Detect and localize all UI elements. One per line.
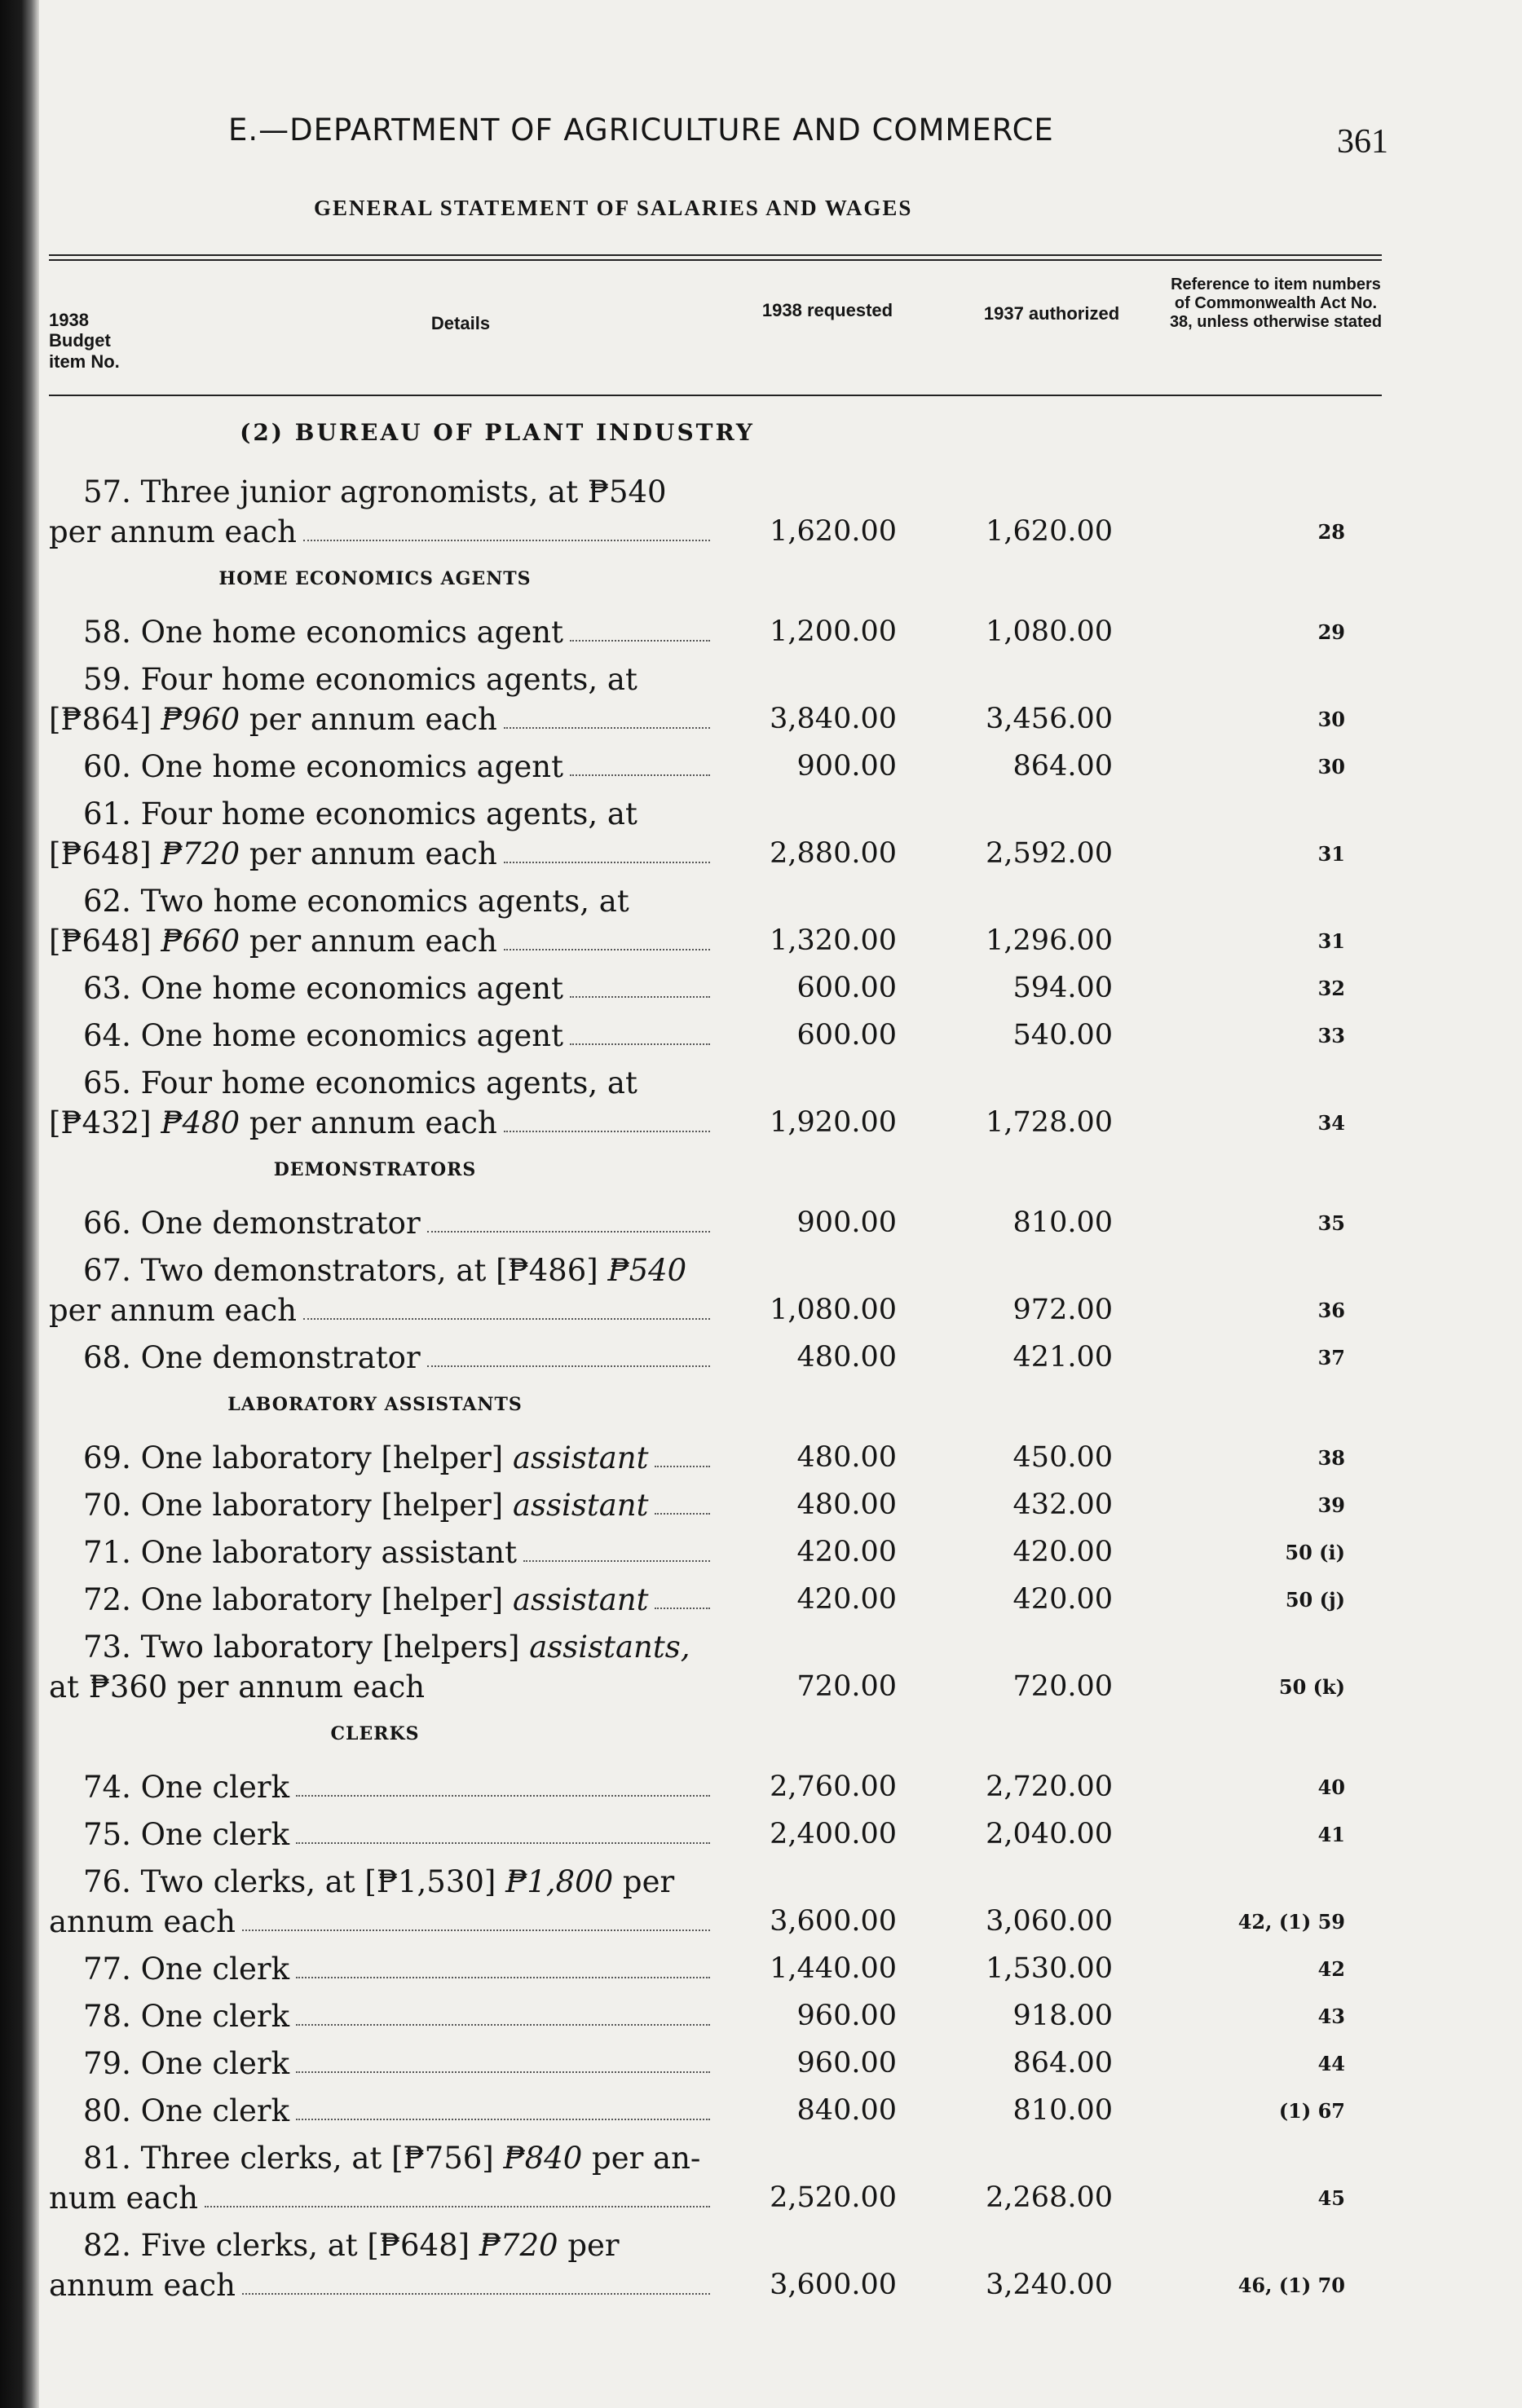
item-details: 62. Two home economics agents, at [₱648] ₱660 per annum each (49, 881, 713, 961)
reference-number: 41 (1317, 1823, 1345, 1846)
item-details: 67. Two demonstrators, at [₱486] ₱540 per annum each (49, 1250, 713, 1330)
item-details: 65. Four home economics agents, at [₱432] ₱480 per annum each (49, 1063, 713, 1143)
requested-amount: 900.00 (796, 1206, 897, 1239)
reference-number: 30 (1317, 708, 1345, 731)
authorized-amount: 720.00 (1012, 1670, 1113, 1703)
authorized-amount: 540.00 (1012, 1019, 1113, 1052)
requested-amount: 1,080.00 (770, 1294, 897, 1326)
authorized-amount: 3,240.00 (986, 2269, 1113, 2301)
item-details: 66. One demonstrator (49, 1203, 713, 1243)
reference-number: 42 (1317, 1957, 1345, 1981)
reference-number: 33 (1317, 1024, 1345, 1047)
table-row (49, 1338, 1386, 1378)
table-row (49, 1949, 1386, 1989)
table-row (49, 2225, 1386, 2305)
requested-amount: 840.00 (796, 2094, 897, 2127)
authorized-amount: 810.00 (1012, 1206, 1113, 1239)
item-details: 79. One clerk (49, 2044, 713, 2084)
header-rule-top-double (49, 259, 1382, 261)
reference-number: 31 (1317, 842, 1345, 866)
table-row (49, 1203, 1386, 1243)
section-demonstrators: DEMONSTRATORS (273, 1159, 477, 1180)
table-row (49, 1815, 1386, 1855)
table-row (49, 2044, 1386, 2084)
reference-number: 43 (1317, 2004, 1345, 2028)
table-row (49, 1996, 1386, 2036)
reference-number: 37 (1317, 1346, 1345, 1369)
reference-number: 50 (j) (1285, 1588, 1345, 1612)
section-clerks: CLERKS (330, 1723, 420, 1744)
requested-amount: 480.00 (796, 1441, 897, 1474)
requested-amount: 420.00 (796, 1583, 897, 1616)
column-header-item: 1938 Budget item No. (49, 310, 120, 372)
requested-amount: 600.00 (796, 1019, 897, 1052)
column-header-authorized: 1937 authorized (983, 303, 1120, 324)
requested-amount: 1,920.00 (770, 1106, 897, 1139)
section-laboratory-assistants: LABORATORY ASSISTANTS (227, 1394, 523, 1415)
reference-number: 28 (1317, 520, 1345, 544)
section-bureau: (2) BUREAU OF PLANT INDUSTRY (240, 419, 755, 446)
requested-amount: 2,880.00 (770, 837, 897, 870)
requested-amount: 2,400.00 (770, 1818, 897, 1850)
item-details: 72. One laboratory [helper] assistant (49, 1580, 713, 1620)
reference-number: 35 (1317, 1211, 1345, 1235)
authorized-amount: 1,728.00 (986, 1106, 1113, 1139)
reference-number: 34 (1317, 1111, 1345, 1135)
requested-amount: 2,760.00 (770, 1771, 897, 1803)
item-details: 64. One home economics agent (49, 1016, 713, 1056)
reference-number: 46, (1) 70 (1237, 2273, 1345, 2297)
authorized-amount: 1,530.00 (986, 1952, 1113, 1985)
table-row (49, 881, 1386, 961)
reference-number: 40 (1317, 1775, 1345, 1799)
authorized-amount: 1,296.00 (986, 924, 1113, 957)
table-row (49, 1250, 1386, 1330)
item-details: 82. Five clerks, at [₱648] ₱720 per annum each (49, 2225, 713, 2305)
authorized-amount: 918.00 (1012, 2000, 1113, 2032)
item-details: 59. Four home economics agents, at [₱864] ₱960 per annum each (49, 659, 713, 739)
item-details: 60. One home economics agent (49, 747, 713, 787)
table-row (49, 2091, 1386, 2131)
item-details: 58. One home economics agent (49, 612, 713, 652)
table-row (49, 1438, 1386, 1478)
authorized-amount: 3,060.00 (986, 1905, 1113, 1938)
reference-number: 44 (1317, 2052, 1345, 2075)
item-details: 74. One clerk (49, 1767, 713, 1807)
reference-number: 29 (1317, 620, 1345, 644)
authorized-amount: 2,720.00 (986, 1771, 1113, 1803)
authorized-amount: 864.00 (1012, 750, 1113, 783)
page-subtitle: GENERAL STATEMENT OF SALARIES AND WAGES (314, 196, 913, 220)
item-details: 61. Four home economics agents, at [₱648] ₱720 per annum each (49, 794, 713, 874)
table-row (49, 1063, 1386, 1143)
authorized-amount: 1,080.00 (986, 615, 1113, 648)
authorized-amount: 2,592.00 (986, 837, 1113, 870)
table-row (49, 2138, 1386, 2218)
reference-number: 50 (k) (1278, 1675, 1345, 1699)
item-details: 77. One clerk (49, 1949, 713, 1989)
authorized-amount: 2,040.00 (986, 1818, 1113, 1850)
authorized-amount: 432.00 (1012, 1488, 1113, 1521)
requested-amount: 960.00 (796, 2047, 897, 2079)
item-details: 68. One demonstrator (49, 1338, 713, 1378)
table-row (49, 1627, 1386, 1707)
table-row (49, 472, 1386, 552)
requested-amount: 3,600.00 (770, 2269, 897, 2301)
reference-number: 36 (1317, 1299, 1345, 1322)
item-details: 78. One clerk (49, 1996, 713, 2036)
page-title: E.—DEPARTMENT OF AGRICULTURE AND COMMERCE (228, 112, 1054, 148)
header-rule-top (49, 254, 1382, 256)
authorized-amount: 1,620.00 (986, 515, 1113, 548)
reference-number: 31 (1317, 929, 1345, 953)
reference-number: 30 (1317, 755, 1345, 778)
item-details: 69. One laboratory [helper] assistant (49, 1438, 713, 1478)
reference-number: 42, (1) 59 (1237, 1910, 1345, 1934)
requested-amount: 480.00 (796, 1488, 897, 1521)
item-details: 75. One clerk (49, 1815, 713, 1855)
table-row (49, 1016, 1386, 1056)
item-details: 70. One laboratory [helper] assistant (49, 1485, 713, 1525)
requested-amount: 600.00 (796, 972, 897, 1004)
table-row (49, 1485, 1386, 1525)
column-header-details: Details (430, 313, 491, 333)
reference-number: 38 (1317, 1446, 1345, 1470)
item-details: 76. Two clerks, at [₱1,530] ₱1,800 per annum each (49, 1862, 713, 1942)
reference-number: 50 (i) (1285, 1541, 1345, 1564)
table-row (49, 1862, 1386, 1942)
page (49, 0, 1508, 2408)
item-details: 73. Two laboratory [helpers] assistants, at ₱360 per annum each (49, 1630, 690, 1705)
reference-number: (1) 67 (1278, 2099, 1345, 2123)
table-row (49, 794, 1386, 874)
reference-number: 39 (1317, 1493, 1345, 1517)
requested-amount: 1,440.00 (770, 1952, 897, 1985)
requested-amount: 1,320.00 (770, 924, 897, 957)
header-rule-bottom (49, 395, 1382, 396)
requested-amount: 720.00 (796, 1670, 897, 1703)
reference-number: 45 (1317, 2186, 1345, 2210)
requested-amount: 960.00 (796, 2000, 897, 2032)
authorized-amount: 420.00 (1012, 1583, 1113, 1616)
section-home-economics: HOME ECONOMICS AGENTS (218, 568, 532, 589)
reference-number: 32 (1317, 977, 1345, 1000)
item-details: 63. One home economics agent (49, 968, 713, 1008)
requested-amount: 1,200.00 (770, 615, 897, 648)
requested-amount: 480.00 (796, 1341, 897, 1374)
table-row (49, 612, 1386, 652)
authorized-amount: 864.00 (1012, 2047, 1113, 2079)
salary-table (49, 401, 1386, 2313)
page-number: 361 (1337, 123, 1388, 161)
table-row (49, 1767, 1386, 1807)
item-details: 81. Three clerks, at [₱756] ₱840 per an- num each (49, 2138, 713, 2218)
authorized-amount: 420.00 (1012, 1536, 1113, 1568)
authorized-amount: 2,268.00 (986, 2181, 1113, 2214)
table-row (49, 968, 1386, 1008)
table-row (49, 659, 1386, 739)
requested-amount: 420.00 (796, 1536, 897, 1568)
requested-amount: 3,840.00 (770, 703, 897, 735)
authorized-amount: 972.00 (1012, 1294, 1113, 1326)
column-header-reference: Reference to item numbers of Commonwealth Act No. 38, unless otherwise stated (1169, 276, 1383, 331)
authorized-amount: 421.00 (1012, 1341, 1113, 1374)
authorized-amount: 594.00 (1012, 972, 1113, 1004)
requested-amount: 900.00 (796, 750, 897, 783)
table-row (49, 747, 1386, 787)
table-row (49, 1533, 1386, 1572)
item-details: 80. One clerk (49, 2091, 713, 2131)
authorized-amount: 810.00 (1012, 2094, 1113, 2127)
authorized-amount: 450.00 (1012, 1441, 1113, 1474)
book-spine (0, 0, 39, 2408)
item-details: 71. One laboratory assistant (49, 1533, 713, 1572)
requested-amount: 2,520.00 (770, 2181, 897, 2214)
item-details: 57. Three junior agronomists, at ₱540 per annum each (49, 472, 713, 552)
table-row (49, 1580, 1386, 1620)
authorized-amount: 3,456.00 (986, 703, 1113, 735)
requested-amount: 1,620.00 (770, 515, 897, 548)
requested-amount: 3,600.00 (770, 1905, 897, 1938)
column-header-requested: 1938 requested (761, 300, 893, 320)
